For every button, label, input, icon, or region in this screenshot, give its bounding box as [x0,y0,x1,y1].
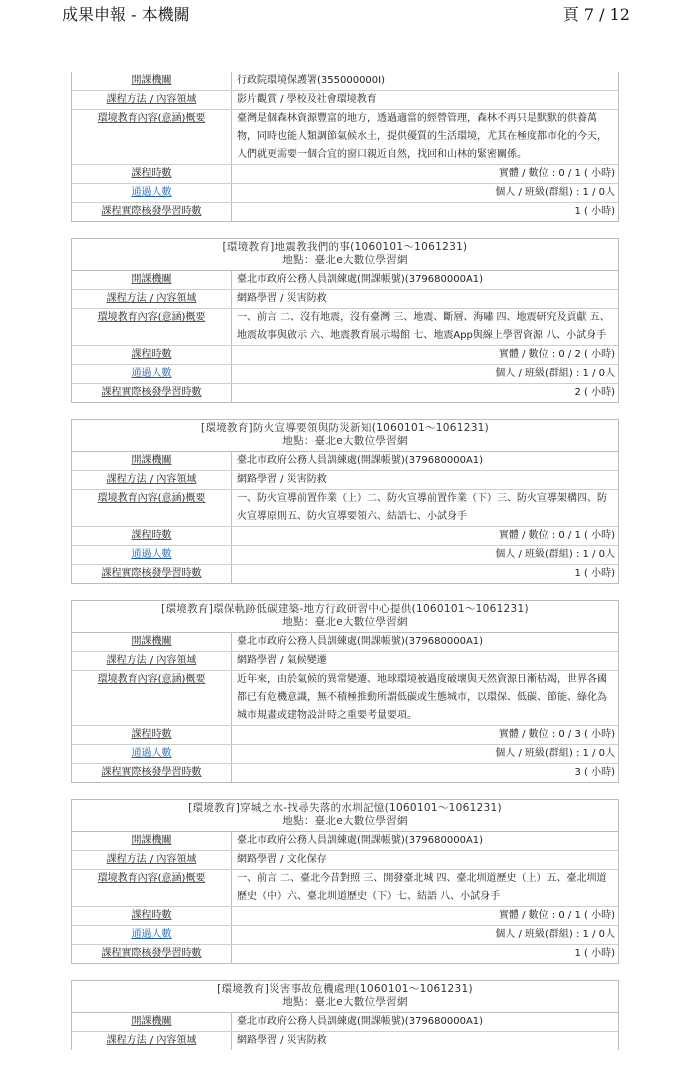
course-title: [環境教育]地震教我們的事(1060101～1061231) [222,241,468,253]
method-value: 網路學習 / 文化保存 [237,854,327,865]
actual-hours-label: 課程實際核發學習時數 [72,384,232,402]
course-header [72,420,618,452]
passed-link[interactable]: 通過人數 [72,184,232,202]
hours-label: 課程時數 [72,346,232,364]
summary-row [72,670,618,725]
course-block [71,72,619,222]
agency-row [72,72,618,90]
course-header [72,981,618,1013]
hours-row [72,345,618,364]
course-title: [環境教育]穿城之水-找尋失落的水圳記憶(1060101～1061231) [188,802,502,814]
passed-row [72,183,618,202]
method-value: 網路學習 / 氣候變遷 [237,655,327,666]
summary-label: 環境教育內容(意涵)概要 [72,309,232,345]
method-label: 課程方法 / 內容領域 [72,91,232,109]
actual-hours-value: 1 ( 小時) [574,206,615,217]
passed-value: 個人 / 班級(群組) : 1 / 0人 [495,187,615,198]
summary-row [72,869,618,906]
passed-row [72,364,618,383]
course-title: [環境教育]災害事故危機處理(1060101～1061231) [217,983,473,995]
method-value: 網路學習 / 災害防救 [237,293,327,304]
passed-value: 個人 / 班級(群組) : 1 / 0人 [495,748,615,759]
method-label: 課程方法 / 內容領域 [72,851,232,869]
method-value: 網路學習 / 災害防救 [237,1035,327,1046]
course-header [72,239,618,271]
passed-value: 個人 / 班級(群組) : 1 / 0人 [495,929,615,940]
actual-hours-value: 1 ( 小時) [574,568,615,579]
hours-label: 課程時數 [72,726,232,744]
summary-label: 環境教育內容(意涵)概要 [72,870,232,906]
method-label: 課程方法 / 內容領域 [72,471,232,489]
page-header [0,0,692,26]
agency-value: 行政院環境保護署(355000000I) [237,75,386,86]
actual-hours-label: 課程實際核發學習時數 [72,565,232,583]
summary-value: 近年來，由於氣候的異常變遷、地球環境被過度破壞與天然資源日漸枯竭，世界各國都已有危機意識，無不積極推動所謂低碳或生態城市，以環保、低碳、節能、綠化為城市規畫或建物設計時之重要考量要項。 [237,674,607,721]
course-title: [環境教育]防火宣導要領與防災新知(1060101～1061231) [200,422,490,434]
hours-row [72,725,618,744]
agency-value: 臺北市政府公務人員訓練處(開課帳號)(379680000A1) [237,455,484,466]
summary-value: 臺灣是個森林資源豐富的地方，透過適當的經營管理，森林不再只是默默的供養萬物，同時也能人類調節氣候水土，提供優質的生活環境，尤其在極度都市化的今天，人們就更需要一個合宜的窗口親近自然，找回和山林的緊密關係。 [237,113,607,160]
hours-row [72,526,618,545]
summary-value: 一、防火宣導前置作業（上）二、防火宣導前置作業（下）三、防火宣導架構四、防火宣導原則五、防火宣導要領六、結語七、小試身手 [237,493,607,522]
agency-label: 開課機關 [72,72,232,90]
agency-label: 開課機關 [72,832,232,850]
summary-row [72,489,618,526]
hours-value: 實體 / 數位 : 0 / 1 ( 小時) [498,530,615,541]
course-list [71,72,619,1050]
method-label: 課程方法 / 內容領域 [72,290,232,308]
agency-value: 臺北市政府公務人員訓練處(開課帳號)(379680000A1) [237,636,484,647]
agency-row [72,1013,618,1031]
course-header [72,800,618,832]
method-row [72,651,618,670]
method-value: 影片觀賞 / 學校及社會環境教育 [237,94,377,105]
agency-label: 開課機關 [72,452,232,470]
course-title: [環境教育]環保軌跡低碳建築-地方行政研習中心提供(1060101～1061231) [161,603,529,615]
course-block [71,600,619,783]
method-row [72,1031,618,1050]
actual-hours-value: 1 ( 小時) [574,948,615,959]
passed-link[interactable]: 通過人數 [72,365,232,383]
method-row [72,90,618,109]
course-location: 地點：臺北e大數位學習網 [282,996,408,1008]
passed-link[interactable]: 通過人數 [72,745,232,763]
actual-hours-row [72,202,618,221]
course-block [71,799,619,964]
actual-hours-row [72,763,618,782]
summary-label: 環境教育內容(意涵)概要 [72,671,232,725]
actual-hours-label: 課程實際核發學習時數 [72,945,232,963]
agency-row [72,452,618,470]
agency-value: 臺北市政府公務人員訓練處(開課帳號)(379680000A1) [237,1016,484,1027]
method-row [72,850,618,869]
method-row [72,470,618,489]
hours-row [72,164,618,183]
agency-label: 開課機關 [72,1013,232,1031]
method-label: 課程方法 / 內容領域 [72,652,232,670]
method-label: 課程方法 / 內容領域 [72,1032,232,1050]
page-number: 頁 7 / 12 [562,5,630,24]
hours-label: 課程時數 [72,527,232,545]
document-title: 成果申報 - 本機關 [62,5,190,24]
hours-value: 實體 / 數位 : 0 / 3 ( 小時) [498,729,615,740]
method-row [72,289,618,308]
course-location: 地點：臺北e大數位學習網 [282,435,408,447]
passed-row [72,744,618,763]
agency-row [72,271,618,289]
summary-label: 環境教育內容(意涵)概要 [72,110,232,164]
agency-row [72,832,618,850]
course-header [72,601,618,633]
course-block [71,238,619,403]
agency-label: 開課機關 [72,271,232,289]
actual-hours-row [72,564,618,583]
course-location: 地點：臺北e大數位學習網 [282,254,408,266]
actual-hours-label: 課程實際核發學習時數 [72,764,232,782]
method-value: 網路學習 / 災害防救 [237,474,327,485]
agency-value: 臺北市政府公務人員訓練處(開課帳號)(379680000A1) [237,274,484,285]
summary-row [72,308,618,345]
course-location: 地點：臺北e大數位學習網 [282,815,408,827]
actual-hours-row [72,383,618,402]
summary-label: 環境教育內容(意涵)概要 [72,490,232,526]
hours-value: 實體 / 數位 : 0 / 2 ( 小時) [498,349,615,360]
passed-link[interactable]: 通過人數 [72,546,232,564]
agency-value: 臺北市政府公務人員訓練處(開課帳號)(379680000A1) [237,835,484,846]
agency-label: 開課機關 [72,633,232,651]
hours-row [72,906,618,925]
passed-row [72,545,618,564]
summary-value: 一、前言 二、沒有地震，沒有臺灣 三、地震、斷層、海嘯 四、地震研究及貢獻 五、地震故事與啟示 六、地震教育展示場館 七、地震App與線上學習資源 八、小試身手 [237,312,610,341]
course-block [71,980,619,1050]
hours-label: 課程時數 [72,165,232,183]
passed-link[interactable]: 通過人數 [72,926,232,944]
course-block [71,419,619,584]
summary-value: 一、前言 二、臺北今昔對照 三、開發臺北城 四、臺北圳道歷史（上）五、臺北圳道歷史（中）六、臺北圳道歷史（下）七、結語 八、小試身手 [237,873,607,902]
summary-row [72,109,618,164]
passed-value: 個人 / 班級(群組) : 1 / 0人 [495,368,615,379]
hours-label: 課程時數 [72,907,232,925]
course-location: 地點：臺北e大數位學習網 [282,616,408,628]
actual-hours-label: 課程實際核發學習時數 [72,203,232,221]
agency-row [72,633,618,651]
hours-value: 實體 / 數位 : 0 / 1 ( 小時) [498,168,615,179]
actual-hours-value: 2 ( 小時) [574,387,615,398]
hours-value: 實體 / 數位 : 0 / 1 ( 小時) [498,910,615,921]
passed-value: 個人 / 班級(群組) : 1 / 0人 [495,549,615,560]
actual-hours-row [72,944,618,963]
passed-row [72,925,618,944]
actual-hours-value: 3 ( 小時) [574,767,615,778]
